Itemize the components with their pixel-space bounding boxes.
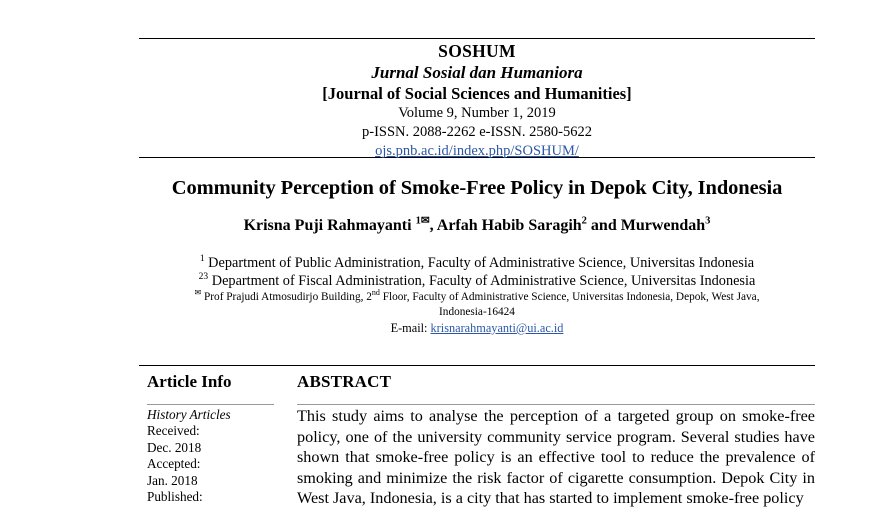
header-top-rule [139, 38, 815, 39]
received-label: Received: [147, 423, 200, 439]
abstract-body-text: This study aims to analyse the perception of a targeted group on smoke-free policy, one of the university community service program. Several studies have shown that smoke-free policy is an effective tool to reduce the prevalence of smoking and minimize the risk factor of cigarette consumption. Depok City in West Java, Indonesia, is a city that has started to implement smoke-free policy [297, 407, 815, 508]
affiliation-line-1 [139, 255, 815, 273]
corresponding-address-line [139, 290, 815, 305]
journal-volume-line: Volume 9, Number 1, 2019 [398, 105, 556, 121]
author-1-affiliation-marker: 1 [415, 215, 421, 227]
author-list [139, 216, 815, 236]
article-history [147, 407, 287, 505]
abstract-column [297, 371, 815, 509]
affiliation-line-2 [139, 273, 815, 291]
envelope-icon: ✉ [420, 215, 430, 227]
journal-url-wrapper [139, 142, 815, 161]
accepted-label: Accepted: [147, 456, 201, 472]
journal-name: SOSHUM [438, 41, 516, 61]
page-title: Community Perception of Smoke-Free Policy in Depok City, Indonesia [171, 177, 783, 199]
journal-url-link[interactable]: ojs.pnb.ac.id/index.php/SOSHUM/ [375, 143, 579, 159]
article-info-heading: Article Info [147, 372, 232, 391]
author-3-name: and Murwendah [586, 217, 706, 234]
published-label: Published: [147, 489, 203, 505]
journal-masthead [139, 41, 815, 161]
abstract-heading: ABSTRACT [297, 372, 392, 391]
affiliation-2-marker: 23 [198, 271, 209, 282]
ordinal-suffix: nd [371, 288, 380, 298]
envelope-marker-icon: ✉ [194, 288, 202, 298]
affiliation-2-text: Department of Fiscal Administration, Faculty of Administrative Science, Universitas Indonesia [208, 272, 756, 289]
affiliation-block [139, 255, 815, 336]
author-1-name: Krisna Puji Rahmayanti [243, 217, 416, 234]
journal-subtitle: Jurnal Sosial dan Humaniora [371, 63, 583, 82]
history-heading: History Articles [147, 407, 231, 422]
corresponding-address-line-2: Indonesia-16424 [439, 305, 515, 318]
received-value: Dec. 2018 [147, 439, 202, 455]
email-link[interactable]: krisnarahmayanti@ui.ac.id [430, 321, 564, 335]
affiliation-1-marker: 1 [199, 254, 205, 265]
corresponding-address-part2: Floor, Faculty of Administrative Science, Universitas Indonesia, Depok, West Java, [379, 291, 760, 303]
article-info-column [147, 371, 287, 505]
corresponding-address-part1: Prof Prajudi Atmosudirjo Building, 2 [201, 291, 372, 303]
abstract-section-top-rule [139, 365, 815, 366]
email-label: E-mail: [390, 321, 431, 335]
accepted-value: Jan. 2018 [147, 472, 198, 488]
affiliation-1-text: Department of Public Administration, Faculty of Administrative Science, Universitas Indonesia [204, 255, 755, 271]
author-2-name: , Arfah Habib Saragih [429, 217, 582, 234]
journal-bracket-title: [Journal of Social Sciences and Humanities] [322, 84, 632, 103]
journal-issn-line: p-ISSN. 2088-2262 e-ISSN. 2580-5622 [362, 124, 592, 140]
author-2-affiliation-marker: 2 [581, 215, 587, 227]
author-3-affiliation-marker: 3 [705, 215, 711, 227]
email-line [139, 320, 815, 336]
